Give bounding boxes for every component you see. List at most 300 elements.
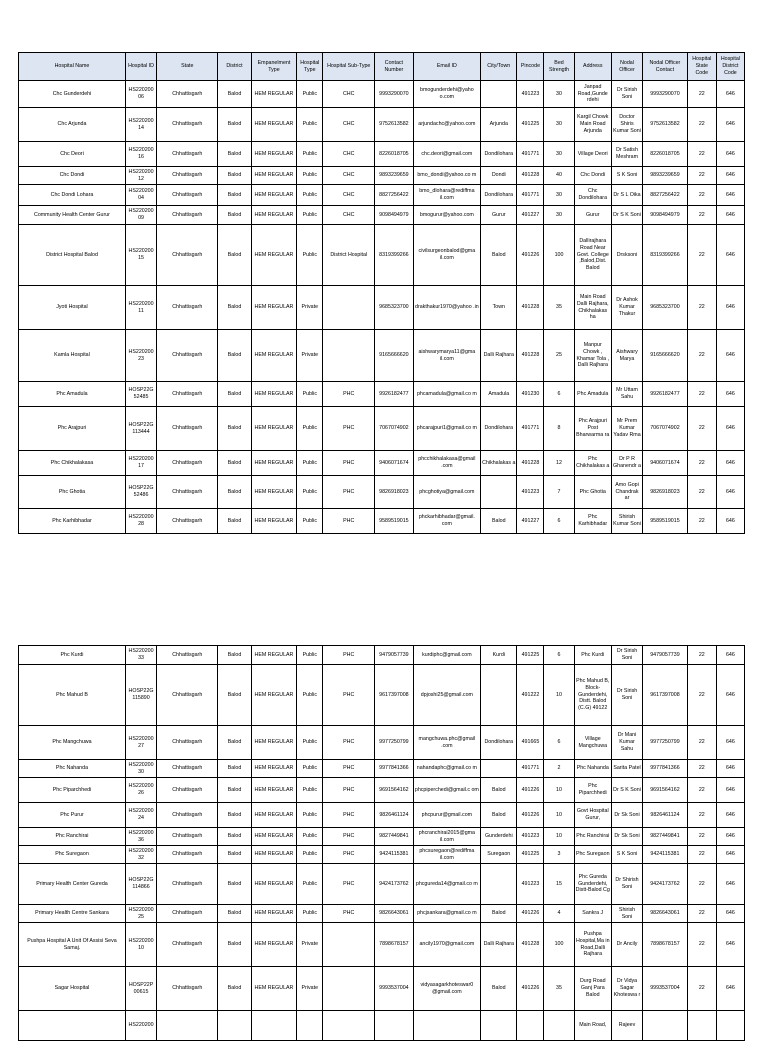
cell-hospital-sub-type: District Hospital [323, 225, 375, 286]
cell-pincode: 491226 [517, 803, 544, 828]
cell-hospital-district-code: 646 [716, 142, 744, 167]
cell-district: Balod [218, 846, 251, 864]
cell-hospital-district-code: 646 [716, 185, 744, 206]
cell-district: Balod [218, 828, 251, 846]
header-hospital-id: Hospital ID [125, 53, 156, 81]
cell-hospital-state-code: 22 [687, 846, 716, 864]
cell-email-id: phcpurur@gmail.com [413, 803, 481, 828]
cell-email-id: kurdiphc@gmail.com [413, 646, 481, 665]
cell-state: Chhattisgarh [157, 846, 218, 864]
cell-hospital-sub-type: PHC [323, 846, 375, 864]
cell-empanelment-type: HEM REGULAR [251, 864, 297, 905]
cell-empanelment-type: HEM REGULAR [251, 726, 297, 760]
cell-nodal-officer-contact: 8226018705 [643, 142, 688, 167]
cell-bed-strength: 35 [544, 967, 574, 1011]
cell-state: Chhattisgarh [157, 451, 218, 476]
cell-nodal-officer-contact: 9993537004 [643, 967, 688, 1011]
header-row [19, 53, 745, 81]
cell-hospital-district-code: 646 [716, 476, 744, 509]
cell-empanelment-type: HEM REGULAR [251, 185, 297, 206]
cell-hospital-id: HS220200 11 [125, 286, 156, 330]
cell-empanelment-type: HEM REGULAR [251, 967, 297, 1011]
cell-empanelment-type: HEM REGULAR [251, 407, 297, 451]
cell-hospital-state-code: 22 [687, 108, 716, 142]
cell-nodal-officer-contact: 9752613582 [643, 108, 688, 142]
cell-contact-number: 9617397008 [375, 665, 413, 726]
cell-city-town [481, 81, 517, 108]
cell-nodal-officer-contact: 9977250799 [643, 726, 688, 760]
cell-state: Chhattisgarh [157, 108, 218, 142]
cell-pincode: 491225 [517, 108, 544, 142]
cell-address: Main Road Dalli Rajhara, Chikhalakas ha [574, 286, 611, 330]
cell-city-town: Town [481, 286, 517, 330]
cell-hospital-id: HS220200 36 [125, 828, 156, 846]
cell-pincode: 491226 [517, 905, 544, 923]
cell-hospital-district-code: 646 [716, 967, 744, 1011]
cell-hospital-state-code: 22 [687, 476, 716, 509]
cell-email-id: civilsurgeonbalod@gma il.com [413, 225, 481, 286]
cell-hospital-type: Public [297, 760, 323, 778]
cell-empanelment-type [251, 1011, 297, 1041]
cell-state: Chhattisgarh [157, 967, 218, 1011]
header-state: State [157, 53, 218, 81]
cell-state: Chhattisgarh [157, 286, 218, 330]
cell-hospital-state-code [687, 1011, 716, 1041]
cell-empanelment-type: HEM REGULAR [251, 778, 297, 803]
cell-empanelment-type: HEM REGULAR [251, 330, 297, 382]
cell-nodal-officer: S K Soni [611, 167, 642, 185]
cell-hospital-type: Public [297, 108, 323, 142]
cell-nodal-officer: Mr Prem Kumar Yadav Rma [611, 407, 642, 451]
cell-address: Phc Suregaon [574, 846, 611, 864]
cell-nodal-officer: Doctor Shiris Kumar Soni [611, 108, 642, 142]
table-row [19, 81, 745, 108]
cell-address: Phc Ranchirai [574, 828, 611, 846]
cell-hospital-sub-type [323, 286, 375, 330]
cell-hospital-id: HOSP22G 114866 [125, 864, 156, 905]
header-hospital-state-code: Hospital State Code [687, 53, 716, 81]
cell-hospital-district-code: 646 [716, 803, 744, 828]
cell-hospital-name: Phc Ghotia [19, 476, 126, 509]
cell-hospital-district-code: 646 [716, 646, 744, 665]
cell-pincode: 491665 [517, 726, 544, 760]
cell-nodal-officer: Dr Vidya Sagar Khoteswa r [611, 967, 642, 1011]
cell-hospital-district-code: 646 [716, 905, 744, 923]
cell-address: Govt Hospital Gurur, [574, 803, 611, 828]
cell-nodal-officer-contact: 9617397008 [643, 665, 688, 726]
cell-hospital-id: HS220200 [125, 1011, 156, 1041]
cell-nodal-officer-contact: 9479057739 [643, 646, 688, 665]
cell-hospital-id: HS220200 16 [125, 142, 156, 167]
table-row [19, 760, 745, 778]
cell-email-id: phcgureda14@gmail.co m [413, 864, 481, 905]
cell-nodal-officer-contact: 9826643061 [643, 905, 688, 923]
cell-city-town: Dondi [481, 167, 517, 185]
cell-hospital-state-code: 22 [687, 330, 716, 382]
cell-state: Chhattisgarh [157, 828, 218, 846]
cell-empanelment-type: HEM REGULAR [251, 108, 297, 142]
cell-email-id: phcghotiya@gmail.com [413, 476, 481, 509]
cell-hospital-name: Phc Nahanda [19, 760, 126, 778]
table-row [19, 646, 745, 665]
cell-hospital-type: Private [297, 286, 323, 330]
header-empanelment-type: Empanelment Type [251, 53, 297, 81]
cell-nodal-officer-contact: 7067074902 [643, 407, 688, 451]
cell-nodal-officer-contact: 9691564162 [643, 778, 688, 803]
cell-address: Phc Chikhalakas a [574, 451, 611, 476]
cell-city-town: Dalli Rajhara [481, 923, 517, 967]
cell-hospital-district-code: 646 [716, 382, 744, 407]
cell-hospital-state-code: 22 [687, 225, 716, 286]
cell-pincode: 491225 [517, 846, 544, 864]
cell-hospital-sub-type: PHC [323, 646, 375, 665]
cell-hospital-name: Phc Karhibhadar [19, 509, 126, 534]
cell-email-id: phcranchirai2015@gma il.com [413, 828, 481, 846]
cell-email-id: ancily1970@gmail.com [413, 923, 481, 967]
cell-hospital-state-code: 22 [687, 185, 716, 206]
cell-hospital-state-code: 22 [687, 923, 716, 967]
cell-nodal-officer: Shirish Soni [611, 905, 642, 923]
cell-hospital-sub-type: PHC [323, 726, 375, 760]
cell-nodal-officer: Dr Sirish Soni [611, 81, 642, 108]
cell-bed-strength: 30 [544, 185, 574, 206]
cell-hospital-id: HOSP22P 00615 [125, 967, 156, 1011]
cell-district: Balod [218, 407, 251, 451]
cell-city-town: Balod [481, 778, 517, 803]
cell-hospital-type: Public [297, 665, 323, 726]
cell-city-town: Gunderdehi [481, 828, 517, 846]
cell-contact-number: 9589519015 [375, 509, 413, 534]
cell-hospital-state-code: 22 [687, 828, 716, 846]
cell-city-town: Dondilohara [481, 142, 517, 167]
table-row [19, 167, 745, 185]
cell-contact-number: 9977250799 [375, 726, 413, 760]
cell-state [157, 1011, 218, 1041]
table-row [19, 846, 745, 864]
cell-hospital-type: Public [297, 828, 323, 846]
cell-contact-number: 9993290070 [375, 81, 413, 108]
cell-hospital-type: Public [297, 803, 323, 828]
cell-nodal-officer: Dr Ashok Kumar Thakur [611, 286, 642, 330]
cell-nodal-officer-contact: 9406071674 [643, 451, 688, 476]
cell-hospital-sub-type: CHC [323, 142, 375, 167]
cell-state: Chhattisgarh [157, 923, 218, 967]
cell-contact-number: 9826461124 [375, 803, 413, 828]
cell-state: Chhattisgarh [157, 646, 218, 665]
cell-hospital-state-code: 22 [687, 967, 716, 1011]
cell-hospital-type: Public [297, 509, 323, 534]
cell-address: Phc Gureda Gunderdehi, Distt-Balod Cg [574, 864, 611, 905]
cell-city-town [481, 1011, 517, 1041]
table-row [19, 1011, 745, 1041]
cell-address: Phc Nahanda [574, 760, 611, 778]
cell-address: Phc Arajpuri Post Bharwarma ra [574, 407, 611, 451]
cell-hospital-sub-type: PHC [323, 760, 375, 778]
cell-hospital-district-code: 646 [716, 864, 744, 905]
cell-empanelment-type: HEM REGULAR [251, 382, 297, 407]
cell-city-town: Arjunda [481, 108, 517, 142]
cell-city-town: Dondilohara [481, 726, 517, 760]
header-district: District [218, 53, 251, 81]
cell-hospital-name: Phc Mangchuwa [19, 726, 126, 760]
cell-hospital-sub-type: PHC [323, 451, 375, 476]
cell-hospital-id: HS220200 32 [125, 846, 156, 864]
cell-empanelment-type: HEM REGULAR [251, 451, 297, 476]
cell-contact-number: 7898678157 [375, 923, 413, 967]
cell-hospital-id: HS220200 25 [125, 905, 156, 923]
cell-nodal-officer-contact: 9589519015 [643, 509, 688, 534]
cell-hospital-type: Public [297, 382, 323, 407]
hospital-table-page-1 [18, 52, 745, 534]
cell-state: Chhattisgarh [157, 726, 218, 760]
cell-bed-strength: 10 [544, 665, 574, 726]
table-body [19, 646, 745, 1041]
cell-hospital-name: Community Health Center Gurur [19, 206, 126, 225]
cell-nodal-officer: Dr S K Soni [611, 778, 642, 803]
cell-hospital-type: Public [297, 225, 323, 286]
cell-nodal-officer-contact: 9827449841 [643, 828, 688, 846]
cell-hospital-state-code: 22 [687, 206, 716, 225]
header-bed-strength: Bed Strength [544, 53, 574, 81]
cell-nodal-officer: Dr P R Ghanendr a [611, 451, 642, 476]
table-row [19, 451, 745, 476]
cell-city-town: Chikhalakas a [481, 451, 517, 476]
cell-hospital-sub-type: PHC [323, 407, 375, 451]
cell-pincode: 491227 [517, 509, 544, 534]
cell-hospital-sub-type: PHC [323, 509, 375, 534]
cell-empanelment-type: HEM REGULAR [251, 81, 297, 108]
cell-hospital-state-code: 22 [687, 142, 716, 167]
cell-empanelment-type: HEM REGULAR [251, 509, 297, 534]
cell-city-town: Balod [481, 803, 517, 828]
cell-district: Balod [218, 967, 251, 1011]
cell-pincode [517, 1011, 544, 1041]
cell-pincode: 491771 [517, 760, 544, 778]
cell-city-town [481, 665, 517, 726]
cell-hospital-state-code: 22 [687, 778, 716, 803]
cell-hospital-id: HS220200 10 [125, 923, 156, 967]
cell-empanelment-type: HEM REGULAR [251, 828, 297, 846]
cell-state: Chhattisgarh [157, 665, 218, 726]
cell-pincode: 491228 [517, 167, 544, 185]
cell-state: Chhattisgarh [157, 142, 218, 167]
cell-bed-strength: 100 [544, 923, 574, 967]
cell-hospital-id: HS220200 12 [125, 167, 156, 185]
cell-pincode: 491771 [517, 185, 544, 206]
cell-contact-number: 9752613582 [375, 108, 413, 142]
cell-hospital-sub-type [323, 1011, 375, 1041]
hospital-table-page-2 [18, 645, 745, 1041]
cell-hospital-name: District Hospital Balod [19, 225, 126, 286]
cell-hospital-name: Phc Arajpuri [19, 407, 126, 451]
cell-address: Pushpa Hospital,Ma in Road,Dalli Rajhara [574, 923, 611, 967]
cell-district: Balod [218, 206, 251, 225]
table-row [19, 828, 745, 846]
cell-bed-strength: 4 [544, 905, 574, 923]
cell-bed-strength: 30 [544, 81, 574, 108]
header-hospital-name: Hospital Name [19, 53, 126, 81]
cell-district: Balod [218, 476, 251, 509]
cell-district: Balod [218, 451, 251, 476]
cell-nodal-officer-contact: 9098494979 [643, 206, 688, 225]
cell-bed-strength: 6 [544, 646, 574, 665]
cell-hospital-id: HOSP22G 113444 [125, 407, 156, 451]
cell-nodal-officer: Dr Sk Soni [611, 828, 642, 846]
cell-nodal-officer: Dr S K Soni [611, 206, 642, 225]
cell-hospital-id: HS220200 28 [125, 509, 156, 534]
cell-nodal-officer: Amo Gopi Chandrak ar [611, 476, 642, 509]
table-row [19, 803, 745, 828]
cell-email-id: phcamadula@gmail.co m [413, 382, 481, 407]
cell-district: Balod [218, 509, 251, 534]
cell-district: Balod [218, 760, 251, 778]
cell-city-town [481, 864, 517, 905]
cell-city-town: Dalli Rajhara [481, 330, 517, 382]
cell-hospital-sub-type: PHC [323, 382, 375, 407]
cell-nodal-officer: Dr Shirish Soni [611, 864, 642, 905]
cell-hospital-district-code: 646 [716, 778, 744, 803]
cell-hospital-id: HS220200 23 [125, 330, 156, 382]
cell-empanelment-type: HEM REGULAR [251, 142, 297, 167]
cell-contact-number: 9993537004 [375, 967, 413, 1011]
header-nodal-officer: Nodal Officer [611, 53, 642, 81]
cell-hospital-id: HS220200 04 [125, 185, 156, 206]
table-row [19, 665, 745, 726]
cell-bed-strength: 30 [544, 108, 574, 142]
cell-address: Phc Mahud B, Block-Gunderdehi, Distt. Balod (C.G) 49122 [574, 665, 611, 726]
cell-pincode: 491223 [517, 476, 544, 509]
table-row [19, 778, 745, 803]
cell-city-town: Dondilohara [481, 185, 517, 206]
cell-pincode: 491226 [517, 967, 544, 1011]
header-address: Address [574, 53, 611, 81]
cell-pincode: 491225 [517, 646, 544, 665]
cell-hospital-district-code: 646 [716, 828, 744, 846]
cell-district: Balod [218, 726, 251, 760]
cell-nodal-officer-contact [643, 1011, 688, 1041]
cell-hospital-sub-type: CHC [323, 206, 375, 225]
cell-nodal-officer-contact: 9826461124 [643, 803, 688, 828]
cell-nodal-officer: Dr Sirish Soni [611, 646, 642, 665]
cell-empanelment-type: HEM REGULAR [251, 923, 297, 967]
cell-hospital-name: Chc Dondi Lohara [19, 185, 126, 206]
cell-nodal-officer: Mr Uttam Sahu [611, 382, 642, 407]
cell-nodal-officer: Sarita Patel [611, 760, 642, 778]
cell-bed-strength: 25 [544, 330, 574, 382]
table-row [19, 206, 745, 225]
cell-address: Phc Piparchhedi [574, 778, 611, 803]
header-nodal-officer-contact: Nodal Officer Contact [643, 53, 688, 81]
cell-hospital-type: Public [297, 206, 323, 225]
cell-email-id: bmogunderdehi@yaho o.com [413, 81, 481, 108]
cell-hospital-name: Chc Dondi [19, 167, 126, 185]
cell-hospital-district-code: 646 [716, 81, 744, 108]
cell-bed-strength: 6 [544, 509, 574, 534]
cell-nodal-officer: Dr S L Oika [611, 185, 642, 206]
cell-address: Village Mangchuwa [574, 726, 611, 760]
cell-hospital-state-code: 22 [687, 905, 716, 923]
cell-empanelment-type: HEM REGULAR [251, 167, 297, 185]
hospital-table [18, 52, 745, 534]
cell-hospital-sub-type [323, 330, 375, 382]
cell-bed-strength: 6 [544, 726, 574, 760]
cell-district: Balod [218, 108, 251, 142]
cell-hospital-type: Public [297, 81, 323, 108]
cell-contact-number [375, 1011, 413, 1041]
cell-pincode: 491227 [517, 206, 544, 225]
cell-bed-strength: 15 [544, 864, 574, 905]
cell-contact-number: 9479057739 [375, 646, 413, 665]
cell-hospital-name: Primary Health Centre Sankara [19, 905, 126, 923]
cell-hospital-sub-type: PHC [323, 665, 375, 726]
cell-bed-strength: 10 [544, 778, 574, 803]
cell-hospital-id: HS220200 09 [125, 206, 156, 225]
cell-state: Chhattisgarh [157, 206, 218, 225]
cell-hospital-sub-type: PHC [323, 778, 375, 803]
cell-hospital-id: HOSP22G 52485 [125, 382, 156, 407]
cell-nodal-officer: Dr Sk Soni [611, 803, 642, 828]
cell-district: Balod [218, 225, 251, 286]
cell-bed-strength: 30 [544, 142, 574, 167]
cell-hospital-state-code: 22 [687, 382, 716, 407]
cell-hospital-state-code: 22 [687, 646, 716, 665]
cell-city-town: Gurur [481, 206, 517, 225]
cell-address: Durg Road Ganj Para Balod [574, 967, 611, 1011]
cell-state: Chhattisgarh [157, 778, 218, 803]
cell-email-id: bmogurur@yahoo.com [413, 206, 481, 225]
cell-nodal-officer: Shirish Kumar Soni [611, 509, 642, 534]
cell-empanelment-type: HEM REGULAR [251, 665, 297, 726]
cell-state: Chhattisgarh [157, 185, 218, 206]
cell-district: Balod [218, 382, 251, 407]
cell-pincode: 491228 [517, 451, 544, 476]
cell-hospital-district-code: 646 [716, 923, 744, 967]
cell-contact-number: 9977841366 [375, 760, 413, 778]
cell-hospital-state-code: 22 [687, 167, 716, 185]
cell-email-id: arjundachc@yahoo.com [413, 108, 481, 142]
cell-contact-number: 8319399266 [375, 225, 413, 286]
header-pincode: Pincode [517, 53, 544, 81]
cell-hospital-id: HS220200 17 [125, 451, 156, 476]
cell-nodal-officer-contact: 9424173762 [643, 864, 688, 905]
cell-nodal-officer: Dr Mani Kumar Sahu [611, 726, 642, 760]
cell-contact-number: 9691564162 [375, 778, 413, 803]
cell-pincode: 491226 [517, 225, 544, 286]
cell-hospital-type: Public [297, 185, 323, 206]
cell-hospital-name: Kamla Hospital [19, 330, 126, 382]
cell-hospital-district-code: 646 [716, 108, 744, 142]
cell-nodal-officer-contact: 8319399266 [643, 225, 688, 286]
cell-address: Chc Dondi [574, 167, 611, 185]
cell-bed-strength: 30 [544, 206, 574, 225]
cell-bed-strength: 10 [544, 828, 574, 846]
table-row [19, 225, 745, 286]
cell-state: Chhattisgarh [157, 864, 218, 905]
cell-pincode: 491226 [517, 778, 544, 803]
cell-nodal-officer-contact: 9977841366 [643, 760, 688, 778]
cell-address: Sankra J [574, 905, 611, 923]
cell-state: Chhattisgarh [157, 225, 218, 286]
cell-contact-number: 9926182477 [375, 382, 413, 407]
cell-email-id: chc.deori@gmail.com [413, 142, 481, 167]
table-row [19, 286, 745, 330]
cell-hospital-name: Phc Ranchirai [19, 828, 126, 846]
cell-state: Chhattisgarh [157, 905, 218, 923]
cell-city-town: Balod [481, 225, 517, 286]
cell-hospital-district-code: 646 [716, 286, 744, 330]
cell-district [218, 1011, 251, 1041]
cell-city-town: Suregaon [481, 846, 517, 864]
